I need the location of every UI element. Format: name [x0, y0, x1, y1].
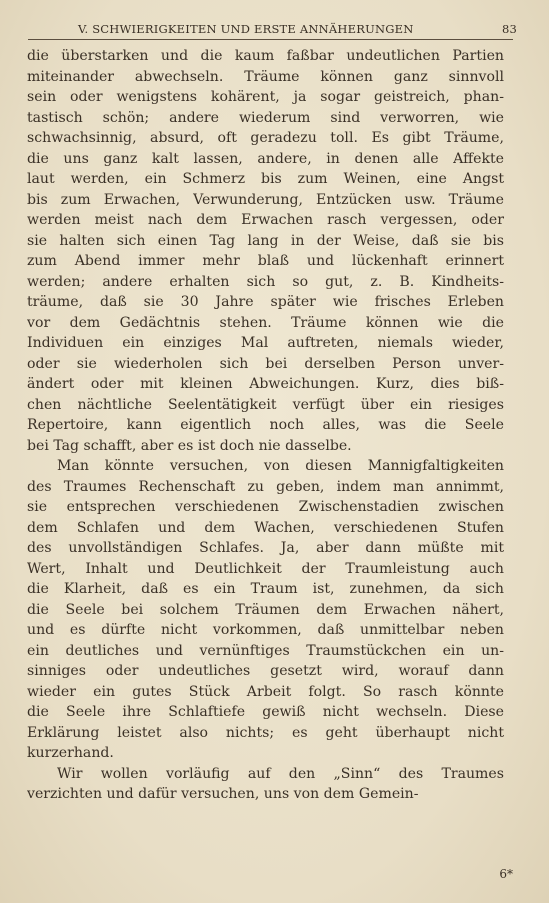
- text-line: Wert, Inhalt und Deutlichkeit der Traumleistung auch: [27, 560, 504, 577]
- text-line: des Traumes Rechenschaft zu geben, indem man annimmt,: [27, 478, 504, 495]
- text-line: des unvollständigen Schlafes. Ja, aber dann müßte mit: [27, 540, 504, 556]
- text-line: die uns ganz kalt lassen, andere, in denen alle Affekte: [27, 150, 504, 167]
- text-line: dem Schlafen und dem Wachen, verschiedenen Stufen: [27, 519, 504, 536]
- text-line: die Seele ihre Schlaftiefe gewiß nicht wechseln. Diese: [27, 704, 504, 720]
- text-line: laut werden, ein Schmerz bis zum Weinen, eine Angst: [27, 171, 504, 187]
- text-line: bis zum Erwachen, Verwunderung, Entzücken usw. Träume: [27, 191, 504, 208]
- text-line: zum Abend immer mehr blaß und lückenhaft erinnert: [27, 253, 504, 269]
- text-line: vor dem Gedächtnis stehen. Träume können wie die: [27, 314, 504, 331]
- text-line: sinniges oder undeutliches gesetzt wird, worauf dann: [27, 663, 504, 679]
- text-line: träume, daß sie 30 Jahre später wie frisches Erleben: [27, 294, 504, 310]
- text-line: Wir wollen vorläufig auf den „Sinn“ des Traumes: [57, 765, 504, 782]
- text-line: und es dürfte nicht vorkommen, daß unmittelbar neben: [27, 622, 504, 638]
- text-line: bei Tag schafft, aber es ist doch nie dasselbe.: [27, 437, 352, 454]
- text-line: oder sie wiederholen sich bei derselben Person unver-: [27, 355, 504, 372]
- text-line: schwachsinnig, absurd, oft geradezu toll. Es gibt Träume,: [27, 130, 504, 146]
- signature-mark: 6*: [499, 867, 513, 881]
- text-line: verzichten und dafür versuchen, uns von dem Gemein-: [27, 786, 419, 802]
- text-line: werden meist nach dem Erwachen rasch vergessen, oder: [27, 212, 504, 228]
- text-line: Man könnte versuchen, von diesen Mannigfaltigkeiten: [57, 458, 504, 474]
- page-number: 83: [501, 22, 517, 36]
- text-line: Individuen ein einziges Mal auftreten, niemals wieder,: [27, 335, 504, 351]
- text-line: ändert oder mit kleinen Abweichungen. Kurz, dies biß-: [27, 376, 504, 392]
- text-line: wieder ein gutes Stück Arbeit folgt. So rasch könnte: [27, 683, 504, 700]
- header-rule: [28, 39, 513, 40]
- text-line: Repertoire, kann eigentlich noch alles, was die Seele: [27, 417, 504, 433]
- text-line: tastisch schön; andere wiederum sind verworren, wie: [27, 109, 504, 126]
- text-line: sein oder wenigstens kohärent, ja sogar geistreich, phan-: [27, 89, 504, 105]
- text-line: miteinander abwechseln. Träume können ganz sinnvoll: [27, 68, 504, 85]
- text-line: chen nächtliche Seelentätigkeit verfügt über ein riesiges: [27, 396, 504, 413]
- body-text: [27, 46, 504, 805]
- text-line: kurzerhand.: [27, 745, 114, 761]
- text-line: die Seele bei solchem Träumen dem Erwachen nähert,: [27, 601, 504, 618]
- text-line: sie halten sich einen Tag lang in der Weise, daß sie bis: [27, 232, 504, 249]
- text-line: die Klarheit, daß es ein Traum ist, zunehmen, da sich: [27, 581, 504, 597]
- text-line: ein deutliches und vernünftiges Traumstückchen ein un-: [27, 642, 504, 659]
- text-line: sie entsprechen verschiedenen Zwischenstadien zwischen: [27, 499, 504, 515]
- text-line: werden; andere erhalten sich so gut, z. B. Kindheits-: [27, 273, 504, 290]
- running-header-title: V. SCHWIERIGKEITEN UND ERSTE ANNÄHERUNGEN: [78, 22, 414, 36]
- text-line: die überstarken und die kaum faßbar undeutlichen Partien: [27, 48, 504, 64]
- running-header: [0, 20, 549, 40]
- text-line: Erklärung leistet also nichts; es geht überhaupt nicht: [27, 724, 504, 741]
